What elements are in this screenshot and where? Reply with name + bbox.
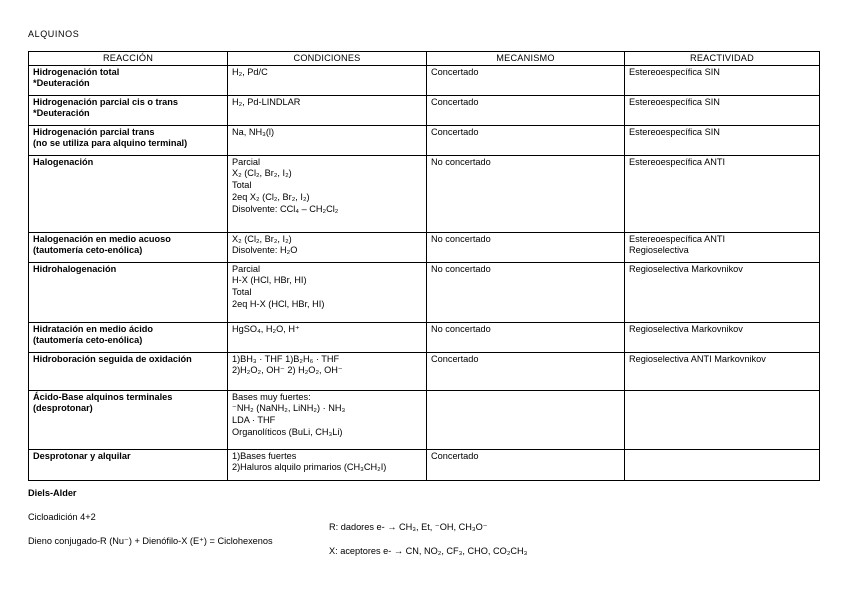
header-reactividad: REACTIVIDAD <box>625 52 820 66</box>
mechanism-cell-line: No concertado <box>431 233 491 244</box>
mechanism-cell-line: No concertado <box>431 263 491 274</box>
conditions-cell-line: H₂, Pd/C <box>232 66 268 77</box>
r-donors-line: R: dadores e- → CH₃, Et, ⁻OH, CH₃O⁻ <box>329 522 488 532</box>
mechanism-cell <box>427 232 625 262</box>
mechanism-cell-line: No concertado <box>431 156 491 167</box>
conditions-cell-line: H-X (HCl, HBr, HI) <box>232 275 307 286</box>
reaction-cell-line: Hidratación en medio ácido <box>33 323 153 334</box>
conditions-cell-line: Na, NH₃(l) <box>232 126 275 137</box>
table-row <box>29 322 820 352</box>
reactions-table <box>28 51 820 481</box>
reaction-cell <box>29 449 228 480</box>
header-condiciones: CONDICIONES <box>228 52 427 66</box>
reaction-cell-line: Hidrohalogenación <box>33 263 117 274</box>
reaction-cell <box>29 322 228 352</box>
conditions-cell-line: LDA · THF <box>232 415 276 426</box>
reactivity-cell-line: Estereoespecífica ANTI <box>629 156 726 167</box>
diels-alder-heading: Diels-Alder <box>28 488 77 498</box>
conditions-cell <box>228 155 427 232</box>
mechanism-cell-line: Concertado <box>431 450 479 461</box>
header-mecanismo: MECANISMO <box>427 52 625 66</box>
conditions-cell <box>228 65 427 95</box>
reaction-cell <box>29 65 228 95</box>
conditions-cell-line: Total <box>232 287 252 298</box>
x-acceptors-line: X: aceptores e- → CN, NO₂, CF₃, CHO, CO₂CH₃ <box>329 546 528 556</box>
reaction-cell-line: Halogenación en medio acuoso <box>33 233 171 244</box>
reactivity-cell-line: Estereoespecífica SIN <box>629 96 720 107</box>
header-reaccion: REACCIÓN <box>29 52 228 66</box>
conditions-cell <box>228 125 427 155</box>
conditions-cell <box>228 262 427 322</box>
table-row <box>29 125 820 155</box>
conditions-cell-line: Parcial <box>232 263 261 274</box>
conditions-cell-line: 2)Haluros alquilo primarios (CH₃CH₂I) <box>232 462 387 473</box>
conditions-cell-line: Disolvente: H₂O <box>232 245 298 256</box>
reaction-cell-line: Halogenación <box>33 156 94 167</box>
conditions-cell-line: Organolíticos (BuLi, CH₃Li) <box>232 426 343 437</box>
mechanism-cell <box>427 352 625 390</box>
conditions-cell <box>228 322 427 352</box>
reactivity-cell-line: Regioselectiva <box>629 245 689 256</box>
reaction-cell <box>29 95 228 125</box>
reactivity-cell <box>625 352 820 390</box>
mechanism-cell <box>427 262 625 322</box>
header-row <box>29 52 820 66</box>
conditions-cell <box>228 352 427 390</box>
table-row <box>29 449 820 480</box>
reactivity-cell-line: Estereoespecífica SIN <box>629 66 720 77</box>
reaction-cell <box>29 155 228 232</box>
reaction-cell-line: Desprotonar y alquilar <box>33 450 131 461</box>
mechanism-cell <box>427 390 625 449</box>
reactivity-cell <box>625 95 820 125</box>
reactivity-cell-line: Regioselectiva Markovnikov <box>629 323 743 334</box>
reaction-cell-line: Ácido-Base alquinos terminales <box>33 391 173 402</box>
conditions-cell <box>228 95 427 125</box>
conditions-cell-line: Total <box>232 180 252 191</box>
reactivity-cell <box>625 449 820 480</box>
conditions-cell-line: 2)H₂O₂, OH⁻ 2) H₂O₂, OH⁻ <box>232 365 343 376</box>
conditions-cell <box>228 390 427 449</box>
reaction-cell-line: Hidrogenación parcial cis o trans <box>33 96 178 107</box>
reaction-cell-line: (desprotonar) <box>33 403 93 414</box>
reactivity-cell <box>625 322 820 352</box>
reaction-cell <box>29 262 228 322</box>
mechanism-cell <box>427 155 625 232</box>
reaction-cell <box>29 390 228 449</box>
mechanism-cell <box>427 95 625 125</box>
reactivity-cell <box>625 65 820 95</box>
mechanism-cell <box>427 449 625 480</box>
reaction-cell-line: (no se utiliza para alquino terminal) <box>33 138 188 149</box>
conditions-cell-line: ⁻NH₂ (NaNH₂, LiNH₂) · NH₃ <box>232 403 346 414</box>
reactivity-cell <box>625 232 820 262</box>
reaction-cell-line: (tautomería ceto-enólica) <box>33 335 143 346</box>
conditions-cell-line: Disolvente: CCl₄ – CH₂Cl₂ <box>232 203 339 214</box>
mechanism-cell <box>427 125 625 155</box>
cycloaddition-label: Cicloadición 4+2 <box>28 512 96 522</box>
reactivity-cell-line: Regioselectiva ANTI Markovnikov <box>629 353 766 364</box>
mechanism-cell-line: Concertado <box>431 66 479 77</box>
conditions-cell-line: 2eq H-X (HCl, HBr, HI) <box>232 298 325 309</box>
page-title: ALQUINOS <box>28 29 80 39</box>
table-row <box>29 65 820 95</box>
table-row <box>29 262 820 322</box>
mechanism-cell-line: No concertado <box>431 323 491 334</box>
reactivity-cell-line: Estereoespecífica ANTI <box>629 233 726 244</box>
reaction-cell-line: Hidrogenación total <box>33 66 120 77</box>
reaction-cell-line: Hidroboración seguida de oxidación <box>33 353 192 364</box>
mechanism-cell-line: Concertado <box>431 96 479 107</box>
reaction-cell <box>29 125 228 155</box>
table-row <box>29 95 820 125</box>
mechanism-cell-line: Concertado <box>431 126 479 137</box>
reaction-cell <box>29 232 228 262</box>
conditions-cell <box>228 449 427 480</box>
reactivity-cell-line: Regioselectiva Markovnikov <box>629 263 743 274</box>
mechanism-cell <box>427 65 625 95</box>
conditions-cell-line: H₂, Pd-LINDLAR <box>232 96 301 107</box>
conditions-cell-line: 1)Bases fuertes <box>232 450 297 461</box>
reactivity-cell <box>625 125 820 155</box>
conditions-cell-line: HgSO₄, H₂O, H⁺ <box>232 323 300 334</box>
reaction-cell-line: Hidrogenación parcial trans <box>33 126 155 137</box>
reaction-cell-line: *Deuteración <box>33 108 90 119</box>
reactivity-cell-line: Estereoespecífica SIN <box>629 126 720 137</box>
conditions-cell-line: Bases muy fuertes: <box>232 391 311 402</box>
reaction-cell-line: *Deuteración <box>33 78 90 89</box>
table-row <box>29 155 820 232</box>
diene-equation: Dieno conjugado-R (Nu⁻) + Dienófilo-X (E⁺) = Ciclohexenos <box>28 536 273 546</box>
table-row <box>29 352 820 390</box>
conditions-cell-line: X₂ (Cl₂, Br₂, I₂) <box>232 168 292 179</box>
conditions-cell-line: 2eq X₂ (Cl₂, Br₂, I₂) <box>232 191 310 202</box>
conditions-cell <box>228 232 427 262</box>
table-row <box>29 390 820 449</box>
conditions-cell-line: 1)BH₃ · THF 1)B₂H₆ · THF <box>232 353 340 364</box>
reactivity-cell <box>625 262 820 322</box>
mechanism-cell <box>427 322 625 352</box>
conditions-cell-line: X₂ (Cl₂, Br₂, I₂) <box>232 233 292 244</box>
reactivity-cell <box>625 390 820 449</box>
reaction-cell-line: (tautomería ceto-enólica) <box>33 245 143 256</box>
table-row <box>29 232 820 262</box>
reactivity-cell <box>625 155 820 232</box>
mechanism-cell-line: Concertado <box>431 353 479 364</box>
conditions-cell-line: Parcial <box>232 156 261 167</box>
reaction-cell <box>29 352 228 390</box>
